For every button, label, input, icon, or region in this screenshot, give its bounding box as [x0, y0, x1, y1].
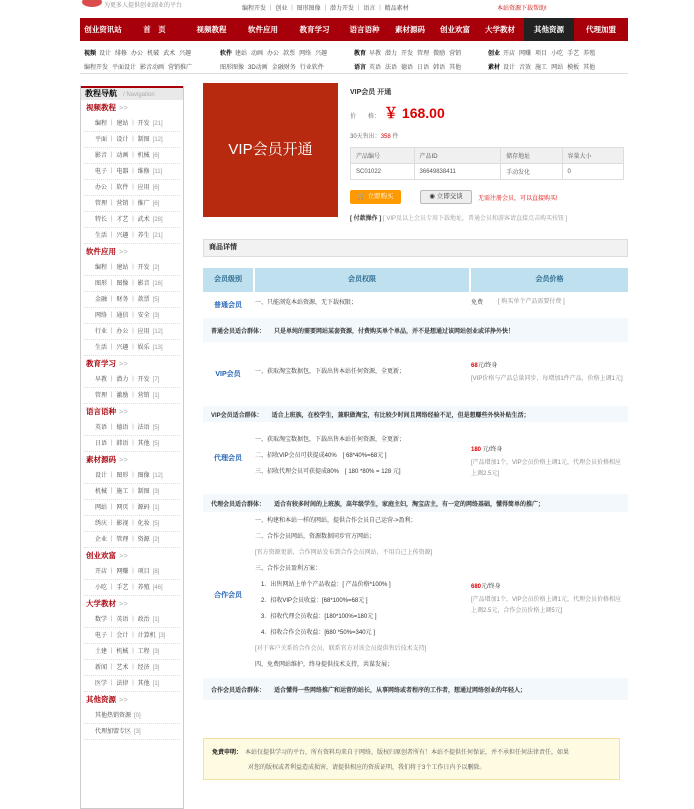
no-register-notice: 无需注册会员，可以直接购买! — [478, 196, 558, 202]
category-link[interactable]: 网络 — [299, 51, 312, 57]
product-info-table: 产品编号 产品ID 储存地址 容量大小 SC01022 36649838411 手动发化 0 — [350, 147, 624, 180]
sidebar-item[interactable]: 其他热销资源 [0] — [84, 708, 180, 724]
chevron-icon: >> — [119, 359, 128, 368]
item-count: [0] — [134, 713, 141, 719]
item-count: [5] — [152, 297, 160, 303]
sidebar-item[interactable]: 图形 ｜ 图像 ｜ 影音 [16] — [84, 276, 180, 292]
price-note: [ 购买单个产品需要付费 ] — [498, 299, 565, 305]
chevron-icon: >> — [119, 551, 128, 560]
sidebar-group-title[interactable]: 其他资源 >> — [86, 695, 128, 704]
item-count: [28] — [152, 217, 163, 223]
sidebar-item[interactable]: 电子 ｜ 电器 ｜ 维修 [11] — [84, 164, 180, 180]
membership-row — [203, 292, 628, 318]
category-link[interactable]: 开发 — [401, 51, 414, 57]
permission-line: 3．招收代理会员收益：[180*100%=180元 ] — [255, 614, 377, 620]
nav-item[interactable]: 教育学习 — [299, 25, 330, 34]
item-count: [2] — [152, 265, 160, 271]
col-level-header: 会员级别 — [203, 268, 253, 292]
nav-item[interactable]: 创业资讯站 — [84, 25, 122, 34]
category-link[interactable]: 小吃 — [551, 51, 564, 57]
nav-item[interactable]: 创业欢富 — [440, 25, 470, 34]
permission-line: 1．出售网站上单个产品收益：[ 产品价格*100% ] — [255, 582, 391, 588]
category-link[interactable]: 机破 — [147, 51, 160, 57]
permission-line: 一、构建和本站一样的网站，提供合作会员自己运营->盈利； — [255, 518, 417, 524]
category-link[interactable]: 音效 — [519, 65, 532, 71]
item-count: [13] — [152, 345, 163, 351]
site-slogan: 为更多人提供创业副业的平台 — [104, 3, 183, 9]
membership-row — [203, 342, 628, 406]
item-count: [12] — [152, 137, 163, 143]
product-price: 价 格： ￥ 168.00 — [350, 105, 445, 121]
membership-row — [203, 422, 628, 494]
item-count: [1] — [152, 617, 160, 623]
membership-row — [203, 494, 628, 512]
category-group — [84, 62, 196, 71]
sidebar-group-title[interactable]: 软件应用 >> — [86, 247, 128, 256]
category-link[interactable]: 日语 — [417, 65, 430, 71]
sidebar-item[interactable]: 土建 ｜ 机械 ｜ 工程 [3] — [84, 644, 180, 660]
permission-line: 二、合作会员网站，资源数据同步官方网站； — [255, 534, 376, 540]
membership-row — [203, 406, 628, 422]
category-link[interactable]: 管理 — [417, 51, 430, 57]
sidebar-item[interactable]: 金融 ｜ 财务 ｜ 款票 [5] — [84, 292, 180, 308]
category-group — [354, 62, 465, 71]
nav-item[interactable]: 视频教程 — [196, 25, 227, 34]
category-link[interactable]: 影音动画 — [140, 65, 165, 71]
sidebar-item[interactable]: 设计 ｜ 图形 ｜ 图像 [12] — [84, 468, 180, 484]
category-link[interactable]: 营销推广 — [168, 65, 193, 71]
membership-level: 代理会员 — [214, 455, 242, 462]
membership-row — [203, 318, 628, 342]
category-group — [220, 48, 331, 57]
permission-line: 一、只能浏览本站资源，无下载权限； — [255, 300, 358, 306]
permission-line: 三、招收代理会员可获提成80% [ 180 *80% = 128 元] — [255, 469, 401, 475]
permission-line: 4．招收合作会员收益：[680 *50%=340元 ] — [255, 630, 375, 636]
nav-item[interactable]: 其他资源 — [524, 18, 574, 41]
site-logo-icon[interactable] — [82, 0, 102, 7]
price-value: 680 — [471, 584, 482, 590]
category-link[interactable]: 金融财务 — [271, 65, 296, 71]
item-count: [21] — [152, 121, 163, 127]
item-count: [3] — [152, 489, 160, 495]
permission-line: 一、获取淘宝数据包，下载出售本站任何资源，全更新； — [255, 437, 406, 443]
sidebar-item[interactable]: 行业 ｜ 办公 ｜ 应用 [12] — [84, 324, 180, 340]
sidebar-item[interactable]: 企业 ｜ 管理 ｜ 资源 [2] — [84, 532, 180, 548]
category-link[interactable]: 建站 — [235, 51, 248, 57]
payment-operation: [ 付款操作 ] [ VIP及以上会员专用下载地址，普通会员和游客请直接点击购买按钮 ] — [350, 216, 568, 222]
sidebar-item[interactable]: 影音 ｜ 动画 ｜ 机械 [6] — [84, 148, 180, 164]
item-count: [3] — [158, 633, 166, 639]
sidebar-title: 教程导航 / Navigation — [81, 86, 183, 100]
item-count: [12] — [152, 329, 163, 335]
category-group — [84, 48, 195, 57]
category-link[interactable]: 平面设计 — [112, 65, 137, 71]
item-count: [3] — [152, 665, 160, 671]
sidebar-item[interactable]: 机械 ｜ 施工 ｜ 制图 [3] — [84, 484, 180, 500]
sidebar-item[interactable]: 编程 ｜ 建站 ｜ 开发 [21] — [84, 116, 180, 132]
price-unit: 元/终身 — [481, 447, 503, 453]
category-link[interactable]: 3D动画 — [248, 65, 268, 71]
chevron-icon: >> — [119, 407, 128, 416]
item-count: [8] — [152, 569, 160, 575]
sidebar-item[interactable]: 网站 ｜ 网页 ｜ 源码 [1] — [84, 500, 180, 516]
sold-count: 30天售出：358 件 — [350, 134, 399, 140]
sidebar-item[interactable]: 开店 ｜ 网赚 ｜ 项目 [8] — [84, 564, 180, 580]
item-count: [3] — [152, 313, 160, 319]
membership-level: 合作会员 — [214, 592, 242, 599]
sidebar-group-title[interactable]: 大学教材 >> — [86, 599, 128, 608]
membership-price — [471, 444, 502, 453]
product-title: VIP会员 开通 — [350, 89, 392, 96]
price-note: [VIP价格与产品总量同步，每增加1件产品，价格上调1元] — [471, 376, 623, 382]
chat-now-button[interactable]: ◉ 立即交谈 — [420, 190, 472, 204]
item-count: [6] — [152, 185, 160, 191]
sidebar — [80, 86, 184, 809]
category-bar — [80, 44, 628, 74]
category-link[interactable]: 兴趣 — [179, 51, 192, 57]
sidebar-item[interactable]: 电子 ｜ 会计 ｜ 计算机 [3] — [84, 628, 180, 644]
item-count: [7] — [152, 377, 160, 383]
category-link[interactable]: 韩语 — [433, 65, 446, 71]
sidebar-group-title[interactable]: 语言语种 >> — [86, 407, 128, 416]
permission-line: 四、免费网站维护，终身提供技术支持，共谋发展； — [255, 662, 394, 668]
item-count: [46] — [152, 585, 163, 591]
category-link[interactable]: 法语 — [385, 65, 398, 71]
category-link[interactable]: 其他 — [449, 65, 462, 71]
membership-price — [471, 297, 483, 306]
sidebar-item[interactable]: 管理 ｜ 营销 ｜ 推广 [6] — [84, 196, 180, 212]
category-link[interactable]: 行业软件 — [299, 65, 324, 71]
chevron-icon: >> — [119, 103, 128, 112]
sidebar-item[interactable]: 管理 ｜ 激励 ｜ 营销 [1] — [84, 388, 180, 404]
col-price-header: 会员价格 — [471, 268, 628, 292]
price-note: [产品增加1个，VIP会员价格上调1元，代理会员价格相应上调2.5元，合作会员价格上调5元] — [471, 597, 622, 614]
category-link[interactable]: 兴趣 — [315, 51, 328, 57]
category-group — [354, 48, 465, 57]
sidebar-group-title[interactable]: 教育学习 >> — [86, 359, 128, 368]
item-count: [5] — [152, 441, 160, 447]
download-help-link[interactable]: 本站资源下载帮助! — [497, 6, 547, 12]
sidebar-item[interactable]: 生活 ｜ 兴趣 ｜ 娱乐 [13] — [84, 340, 180, 356]
membership-row — [203, 678, 628, 700]
category-link[interactable]: 手艺 — [567, 51, 580, 57]
membership-row — [203, 512, 628, 678]
nav-item[interactable]: 首 页 — [143, 25, 166, 34]
nav-item[interactable]: 素材源码 — [395, 25, 425, 34]
category-link[interactable]: 潜力 — [385, 51, 398, 57]
chevron-icon: >> — [119, 695, 128, 704]
item-count: [1] — [152, 505, 160, 511]
main-nav — [80, 18, 628, 41]
category-link[interactable]: 微励 — [433, 51, 446, 57]
sidebar-item[interactable]: 新闻 ｜ 艺术 ｜ 经济 [3] — [84, 660, 180, 676]
category-link[interactable]: 编程开发 — [84, 65, 109, 71]
sidebar-item[interactable]: 代理加盟专区 [3] — [84, 724, 180, 740]
category-title[interactable]: 素材 — [488, 65, 501, 71]
top-links[interactable]: 编程开发 ｜ 创业 ｜ 图形图像 ｜ 潜力开发 ｜ 语言 ｜ 精品素材 — [242, 6, 409, 12]
sidebar-group-title[interactable]: 视频教程 >> — [86, 103, 128, 112]
permission-line: 二、招收VIP会员可获提成40% [ 68*40%=68元 ] — [255, 453, 387, 459]
category-link[interactable]: 模板 — [567, 65, 580, 71]
category-link[interactable]: 养殖 — [583, 51, 596, 57]
category-link[interactable]: 项目 — [535, 51, 548, 57]
permission-line: [对于客户关系的合作会员，联系官方对该会员提供售后技术支持] — [255, 646, 427, 652]
item-count: [5] — [152, 425, 160, 431]
sidebar-item[interactable]: 英语 ｜ 德语 ｜ 法语 [5] — [84, 420, 180, 436]
category-link[interactable]: 办公 — [267, 51, 280, 57]
nav-item[interactable]: 软件应用 — [248, 25, 278, 34]
membership-level: 普通会员 — [214, 302, 242, 309]
item-count: [16] — [152, 281, 163, 287]
category-link[interactable]: 其他 — [583, 65, 596, 71]
category-link[interactable]: 设计 — [503, 65, 516, 71]
sidebar-item[interactable]: 早教 ｜ 潜力 ｜ 开发 [7] — [84, 372, 180, 388]
chevron-icon: >> — [119, 599, 128, 608]
category-group — [220, 62, 328, 71]
sidebar-item[interactable]: 特长 ｜ 才艺 ｜ 武术 [28] — [84, 212, 180, 228]
item-count: [6] — [152, 153, 160, 159]
sidebar-item[interactable]: 网络 ｜ 通信 ｜ 安全 [3] — [84, 308, 180, 324]
category-link[interactable]: 动画 — [251, 51, 264, 57]
category-title[interactable]: 语言 — [354, 65, 367, 71]
category-link[interactable]: 绯修 — [115, 51, 128, 57]
product-image: VIP会员开通 — [203, 83, 338, 217]
item-count: [21] — [152, 233, 163, 239]
sidebar-item[interactable]: 日语 ｜ 韩语 ｜ 其他 [5] — [84, 436, 180, 452]
item-count: [2] — [152, 537, 160, 543]
nav-item[interactable]: 大学教材 — [485, 25, 515, 34]
sidebar-item[interactable]: 绣庆 ｜ 影视 ｜ 化妆 [5] — [84, 516, 180, 532]
membership-price — [471, 581, 501, 590]
price-value: 180 — [471, 447, 482, 453]
nav-item[interactable]: 代理加盟 — [586, 25, 616, 34]
category-link[interactable]: 营销 — [449, 51, 462, 57]
item-count: [3] — [152, 649, 160, 655]
item-count: [5] — [152, 521, 160, 527]
category-title[interactable]: 教育 — [354, 51, 367, 57]
price-note: [产品增加1个，VIP会员价格上调1元，代理会员价格相应上调2.5元] — [471, 460, 622, 477]
sidebar-item[interactable]: 办公 ｜ 软件 ｜ 应用 [6] — [84, 180, 180, 196]
permission-line: 代理会员适合群体： 适合有较多时间的上班族，高年级学生，家庭主妇，淘宝店主，有一定的网络基础，懂得简单的推广； — [211, 502, 545, 508]
permission-line: 合作会员适合群体： 适合懂得一些网络推广和运营的站长，从事网络或者程序的工作者，想通过网络创业的年轻人； — [211, 688, 527, 694]
category-group — [488, 62, 599, 71]
category-title[interactable]: 创业 — [488, 51, 501, 57]
category-link[interactable]: 图形图像 — [220, 65, 245, 71]
nav-item[interactable]: 语言语种 — [349, 25, 380, 34]
membership-price — [471, 360, 497, 369]
item-count: [3] — [134, 729, 141, 735]
disclaimer: 免责申明： 本站仅提供学习的平台，所有资料均来自于网络，版权归原创者所有！本站不提供任何保证，并不承担任何法律责任，如果 对您的版权或者利益造成损害，请提供相应的资质证明，我们将于3个工作日内予以删除。 — [203, 738, 620, 780]
permission-line: 2．招收VIP会员收益：[68*100%=68元 ] — [255, 598, 368, 604]
category-group — [488, 48, 599, 57]
category-link[interactable]: 早教 — [369, 51, 382, 57]
product-details-header: 商品详情 — [203, 239, 628, 257]
top-bar — [0, 0, 694, 16]
item-count: [6] — [152, 201, 160, 207]
category-title[interactable]: 视频 — [84, 51, 97, 57]
category-link[interactable]: 办公 — [131, 51, 144, 57]
sidebar-item[interactable]: 小吃 ｜ 手艺 ｜ 养殖 [46] — [84, 580, 180, 596]
qq-icon: ◉ — [429, 193, 437, 200]
membership-table — [203, 268, 628, 694]
category-link[interactable]: 款票 — [283, 51, 296, 57]
item-count: [1] — [152, 393, 160, 399]
sidebar-item[interactable]: 数学 ｜ 英语 ｜ 政治 [1] — [84, 612, 180, 628]
price-value: 68 — [471, 363, 478, 369]
permission-line: 普通会员适合群体： 只是单纯的需要网站某套资源，付费购买单个单品，并不是想通过该网站创业或详挣外快！ — [211, 329, 515, 335]
cart-icon: 🛒 — [357, 193, 368, 200]
price-unit: 元/终身 — [477, 363, 498, 369]
category-link[interactable]: 德语 — [401, 65, 414, 71]
sidebar-item[interactable]: 生活 ｜ 兴趣 ｜ 养生 [21] — [84, 228, 180, 244]
category-link[interactable]: 网赚 — [519, 51, 532, 57]
category-link[interactable]: 开店 — [503, 51, 516, 57]
category-title[interactable]: 软件 — [220, 51, 233, 57]
item-count: [11] — [152, 169, 163, 175]
sidebar-group-title[interactable]: 素材源码 >> — [86, 455, 128, 464]
item-count: [12] — [152, 473, 163, 479]
sidebar-item[interactable]: 医学 ｜ 法律 ｜ 其他 [1] — [84, 676, 180, 692]
sidebar-group-title[interactable]: 创业欢富 >> — [86, 551, 128, 560]
permission-line: 三、合作会员盈利方案： — [255, 566, 322, 572]
col-perm-header: 会员权限 — [255, 268, 469, 292]
category-link[interactable]: 设计 — [99, 51, 112, 57]
permission-line: [官方资源更新，合作网站发布到合作会员网站，不用自己上传资源] — [255, 550, 433, 556]
permission-line: 一、获取淘宝数据包，下载出售本站任何资源，全更新； — [255, 369, 406, 375]
sidebar-item[interactable]: 编程 ｜ 建站 ｜ 开发 [2] — [84, 260, 180, 276]
category-link[interactable]: 网站 — [551, 65, 564, 71]
category-link[interactable]: 施工 — [535, 65, 548, 71]
price-value: 免费 — [471, 300, 484, 306]
chevron-icon: >> — [119, 247, 128, 256]
membership-level: VIP会员 — [215, 371, 241, 378]
sidebar-item[interactable]: 平面 ｜ 设计 ｜ 制图 [12] — [84, 132, 180, 148]
chevron-icon: >> — [119, 455, 128, 464]
category-link[interactable]: 武术 — [163, 51, 176, 57]
permission-line: VIP会员适合群体： 适合上班族，在校学生，兼职做淘宝，有比较少时间且网络经验不足，但是想赚些外快补贴生活； — [211, 413, 530, 419]
item-count: [1] — [152, 681, 160, 687]
price-unit: 元/终身 — [481, 584, 501, 590]
buy-now-button[interactable]: 🛒 立即购买 — [350, 190, 401, 204]
category-link[interactable]: 英语 — [369, 65, 382, 71]
